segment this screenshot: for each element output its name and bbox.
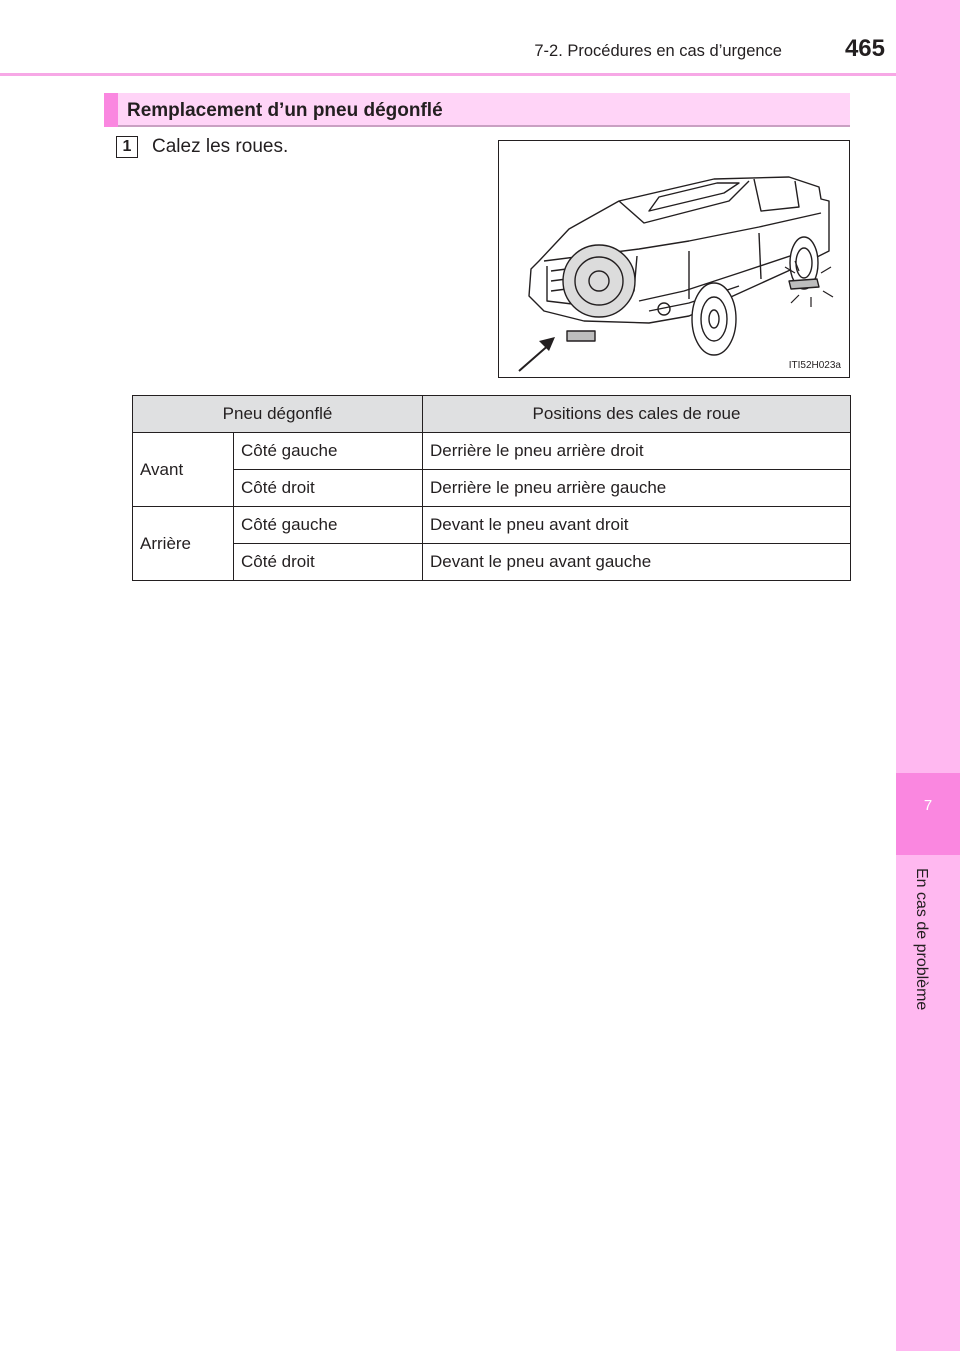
- table-row: [133, 507, 851, 544]
- table-row: [133, 544, 851, 581]
- table-row: [133, 470, 851, 507]
- flat-tire-cell: Avant: [133, 433, 234, 507]
- chock-position-cell: Derrière le pneu arrière droit: [423, 433, 851, 470]
- section-heading-text: Remplacement d’un pneu dégonflé: [127, 100, 443, 121]
- wheel-chock-table: [132, 395, 851, 581]
- chapter-number-box: [896, 773, 960, 855]
- table-header-cell: Positions des cales de roue: [423, 396, 851, 433]
- page-number: 465: [844, 35, 885, 62]
- side-cell: Côté gauche: [234, 507, 423, 544]
- side-cell: Côté droit: [234, 470, 423, 507]
- pickup-truck-drawing: [499, 141, 849, 377]
- wheel-chock-illustration: [498, 140, 850, 378]
- table-row: [133, 433, 851, 470]
- chock-position-cell: Devant le pneu avant gauche: [423, 544, 851, 581]
- header-rule: [0, 73, 896, 76]
- chapter-number: 7: [923, 797, 933, 814]
- chock-position-cell: Derrière le pneu arrière gauche: [423, 470, 851, 507]
- illustration-code: ITI52H023a: [788, 360, 841, 371]
- section-heading-accent: [104, 93, 118, 127]
- table-header-cell: Pneu dégonflé: [133, 396, 423, 433]
- flat-tire-cell: Arrière: [133, 507, 234, 581]
- side-cell: Côté droit: [234, 544, 423, 581]
- step-instruction: Calez les roues.: [152, 136, 289, 157]
- chock-position-cell: Devant le pneu avant droit: [423, 507, 851, 544]
- chapter-side-tab: [896, 0, 960, 1351]
- side-cell: Côté gauche: [234, 433, 423, 470]
- chapter-title: En cas de problème: [913, 868, 930, 1011]
- table-header-row: [133, 396, 851, 433]
- running-header-section: 7-2. Procédures en cas d’urgence: [534, 42, 782, 60]
- step-number: 1: [116, 136, 138, 158]
